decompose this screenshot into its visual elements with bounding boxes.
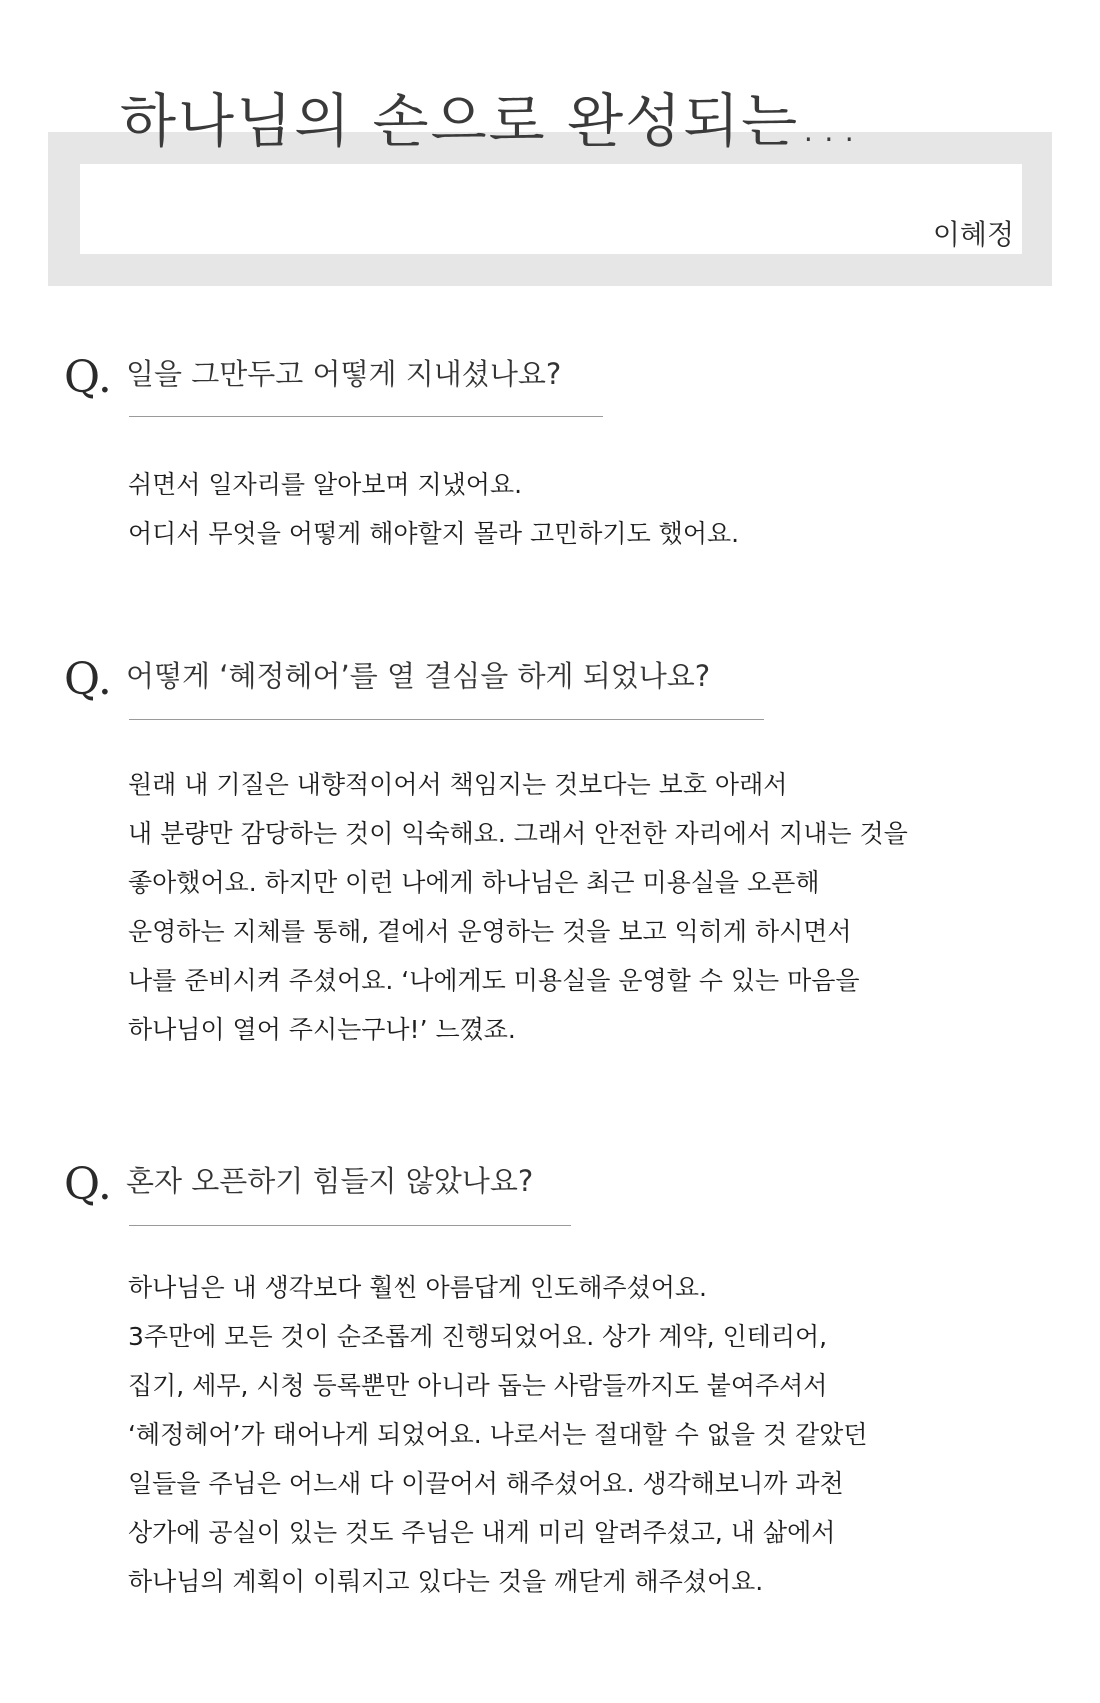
answer-line: 집기, 세무, 시청 등록뿐만 아니라 돕는 사람들까지도 붙여주셔서 [128,1371,828,1400]
answer-line: 쉬면서 일자리를 알아보며 지냈어요. [128,470,523,499]
answer-line: 일들을 주님은 어느새 다 이끌어서 해주셨어요. 생각해보니까 과천 [128,1469,844,1498]
q-mark: Q. [64,654,112,705]
answer-line: 하나님은 내 생각보다 훨씬 아름답게 인도해주셨어요. [128,1273,707,1302]
question-text: 어떻게 ‘혜정헤어’를 열 결심을 하게 되었나요? [126,659,711,693]
answer-line: 나를 준비시켜 주셨어요. ‘나에게도 미용실을 운영할 수 있는 마음을 [128,966,860,995]
header-inner-box [80,164,1022,254]
answer-line: 원래 내 기질은 내향적이어서 책임지는 것보다는 보호 아래서 [128,770,788,799]
answer-line: 하나님이 열어 주시는구나!’ 느꼈죠. [128,1015,516,1044]
answer-line: 내 분량만 감당하는 것이 익숙해요. 그래서 안전한 자리에서 지내는 것을 [128,819,908,848]
answer-text [128,760,1088,1054]
answer-line: 하나님의 계획이 이뤄지고 있다는 것을 깨닫게 해주셨어요. [128,1567,764,1596]
answer-line: 어디서 무엇을 어떻게 해야할지 몰라 고민하기도 했어요. [128,519,740,548]
answer-line: 3주만에 모든 것이 순조롭게 진행되었어요. 상가 계약, 인테리어, [128,1322,828,1351]
question-underline [129,1225,571,1226]
answer-line: 운영하는 지체를 통해, 곁에서 운영하는 것을 보고 익히게 하시면서 [128,917,852,946]
question-text: 일을 그만두고 어떻게 지내셨나요? [126,357,562,391]
answer-text [128,1263,1088,1606]
q-mark: Q. [64,352,112,403]
answer-line: 좋아했어요. 하지만 이런 나에게 하나님은 최근 미용실을 오픈해 [128,868,820,897]
question-text: 혼자 오픈하기 힘들지 않았나요? [126,1164,534,1198]
q-mark: Q. [64,1159,112,1210]
author-name: 이혜정 [932,218,1014,251]
answer-line: 상가에 공실이 있는 것도 주님은 내게 미리 알려주셨고, 내 삶에서 [128,1518,836,1547]
answer-line: ‘혜정헤어’가 태어나게 되었어요. 나로서는 절대할 수 없을 것 같았던 [128,1420,868,1449]
answer-text [128,460,1088,558]
question-underline [129,719,764,720]
page-title: 하나님의 손으로 완성되는... [120,87,861,155]
question-underline [129,416,603,417]
